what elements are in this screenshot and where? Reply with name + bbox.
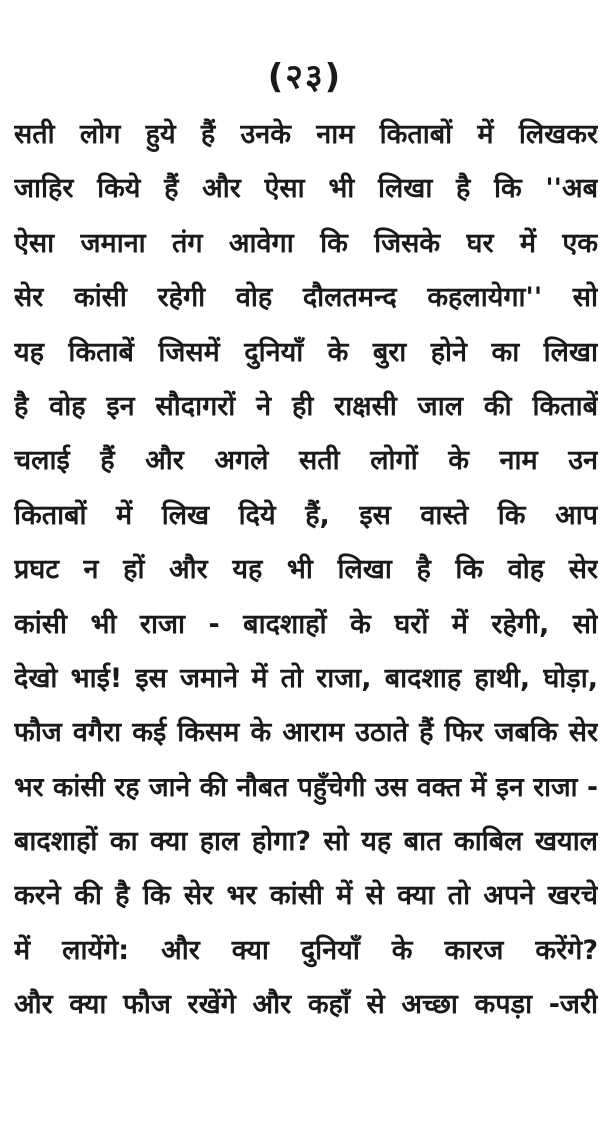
text-line: किताबों में लिख दिये हैं, इस वास्ते कि आप — [14, 499, 598, 531]
text-line: और क्या फौज रखेंगे और कहाँ से अच्छा कपड़ा -जरी — [14, 989, 598, 1021]
body-text — [14, 108, 598, 1033]
text-line: कांसी भी राजा - बादशाहों के घरों में रहेगी, सो — [14, 608, 598, 640]
text-line: ऐसा जमाना तंग आवेगा कि जिसके घर में एक — [14, 227, 598, 259]
text-line: प्रघट न हों और यह भी लिखा है कि वोह सेर — [14, 554, 598, 586]
text-line: सेर कांसी रहेगी वोह दौलतमन्द कहलायेगा'' सो — [14, 282, 598, 314]
text-line: चलाई हैं और अगले सती लोगों के नाम उन — [14, 445, 598, 477]
page-number: (२३) — [267, 57, 343, 97]
text-line: में लायेंगे: और क्या दुनियाँ के कारज करेंगे? — [14, 934, 598, 966]
text-line: करने की है कि सेर भर कांसी में से क्या तो अपने खरचे — [14, 880, 598, 912]
text-line: यह किताबें जिसमें दुनियाँ के बुरा होने का लिखा — [14, 336, 598, 368]
text-line: देखो भाई! इस जमाने में तो राजा, बादशाह हाथी, घोड़ा, — [14, 662, 598, 694]
text-line: भर कांसी रह जाने की नौबत पहुँचेगी उस वक्त में इन राजा - — [14, 771, 598, 803]
text-line: है वोह इन सौदागरों ने ही राक्षसी जाल की किताबें — [14, 390, 598, 422]
text-line: जाहिर किये हैं और ऐसा भी लिखा है कि ''अब — [14, 173, 598, 205]
text-line: बादशाहों का क्या हाल होगा? सो यह बात काबिल खयाल — [14, 826, 598, 858]
text-line: फौज वगैरा कई किसम के आराम उठाते हैं फिर जबकि सेर — [14, 717, 598, 749]
text-line: सती लोग हुये हैं उनके नाम किताबों में लिखकर — [14, 119, 598, 150]
